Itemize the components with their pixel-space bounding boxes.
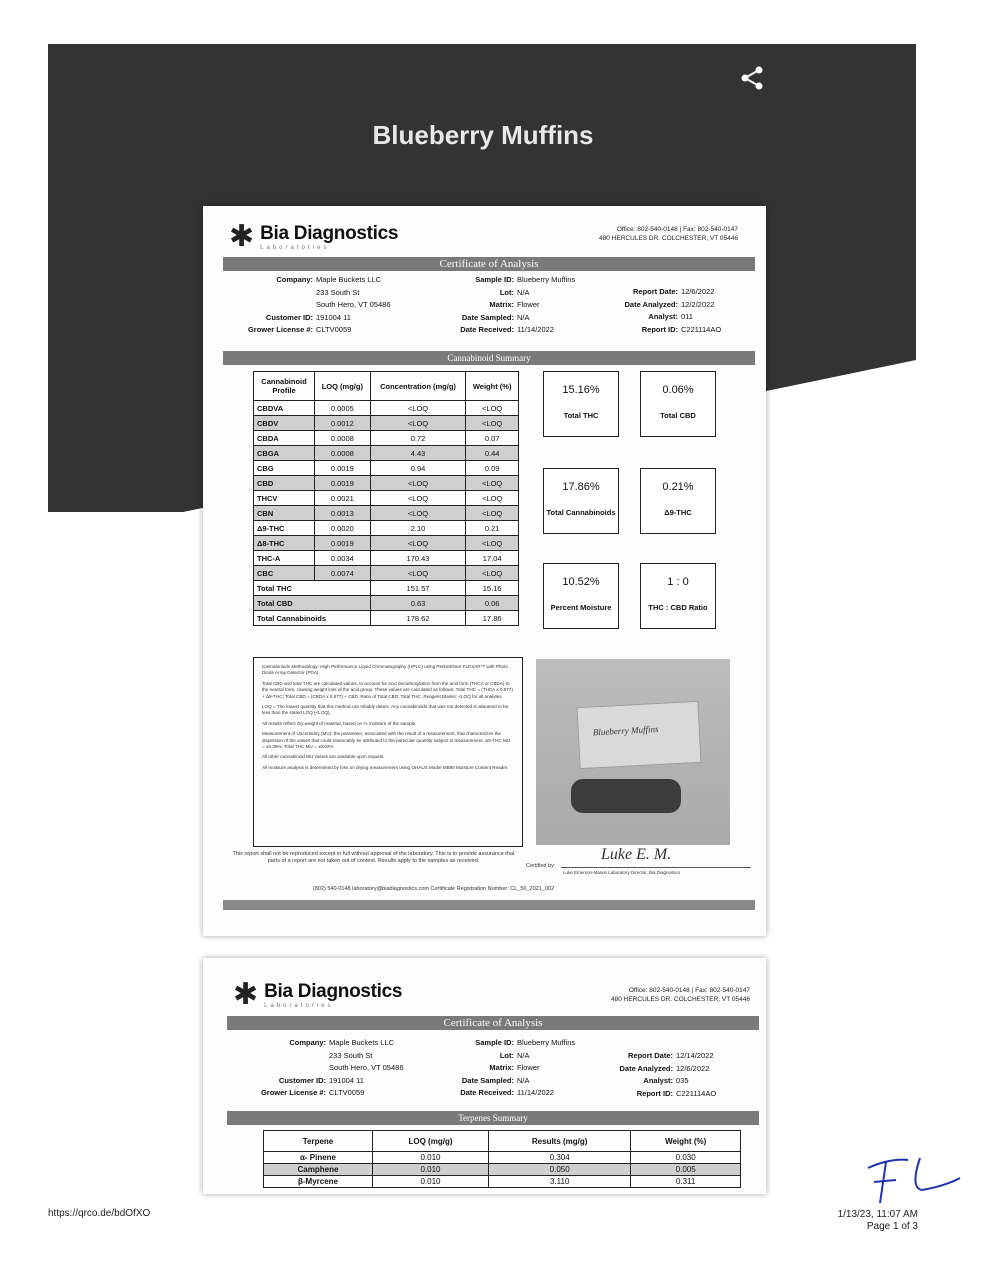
lot-value: N/A <box>517 1050 530 1060</box>
company-block <box>251 1037 421 1100</box>
table-cell: <LOQ <box>370 506 466 521</box>
company-label: Company: <box>276 275 313 284</box>
table-cell: 0.0021 <box>315 491 371 506</box>
company-label: Company: <box>289 1038 326 1047</box>
footer-bar <box>223 900 755 910</box>
table-cell: <LOQ <box>370 566 466 581</box>
table-row <box>254 431 519 446</box>
terpene-table <box>263 1130 741 1188</box>
col-header: Concentration (mg/g) <box>370 372 466 401</box>
print-stamp <box>838 1209 918 1233</box>
table-cell: 0.030 <box>631 1152 741 1164</box>
report-id-value: C221114AO <box>676 1088 717 1098</box>
sample-block <box>439 1037 599 1100</box>
table-row <box>254 476 519 491</box>
company-value: Maple Buckets LLC <box>316 275 382 284</box>
table-row <box>254 566 519 581</box>
matrix-label: Matrix: <box>489 300 514 309</box>
customer-value: 191004 11 <box>316 312 351 322</box>
table-cell: 0.304 <box>489 1152 631 1164</box>
table-row <box>254 416 519 431</box>
report-date-label: Report Date: <box>632 287 678 296</box>
table-cell: THC-A <box>254 551 315 566</box>
grower-label: Grower License #: <box>247 325 313 334</box>
method-note: All moisture analysis is determined by loss on drying measurement using OHAUS Model MB90 Moisture Content Reader. <box>262 764 509 770</box>
lab-name: Bia Diagnostics <box>260 223 399 244</box>
sampled-label: Date Sampled: <box>461 1075 514 1085</box>
table-cell: 0.94 <box>370 461 466 476</box>
share-icon[interactable] <box>738 64 766 92</box>
table-cell: <LOQ <box>370 536 466 551</box>
report-date-value: 12/14/2022 <box>676 1051 714 1060</box>
analyzed-value: 12/2/2022 <box>681 299 715 309</box>
table-cell: 3.110 <box>489 1176 631 1188</box>
summary-box <box>640 468 716 534</box>
table-cell: <LOQ <box>370 476 466 491</box>
table-cell: Δ9-THC <box>254 521 315 536</box>
col-header: Terpene <box>264 1131 373 1152</box>
table-cell: 0.0019 <box>315 476 371 491</box>
coa-heading: Certificate of Analysis <box>227 1016 759 1030</box>
sample-label: Sample ID: <box>475 1038 514 1047</box>
table-cell: 0.0012 <box>315 416 371 431</box>
sample-bag <box>576 701 701 769</box>
analyzed-value: 12/6/2022 <box>676 1063 710 1073</box>
office-line: Office: 802-540-0148 | Fax: 802-540-0147 <box>628 987 750 994</box>
matrix-value: Flower <box>517 300 540 309</box>
table-cell: CBD <box>254 476 315 491</box>
report-id-label: Report ID: <box>641 324 678 334</box>
received-value: 11/14/2022 <box>517 325 554 334</box>
total-label: Total Cannabinoids <box>254 611 371 626</box>
table-cell: <LOQ <box>466 506 519 521</box>
table-cell: CBDVA <box>254 401 315 416</box>
table-cell: <LOQ <box>370 416 466 431</box>
report-block <box>598 286 738 336</box>
method-note: LOQ = The lowest quantity that this method can reliably detect. Any cannabinoids that was not detected is assumed to be less than the stated LOQ (<LOQ). <box>262 704 509 716</box>
street-value: 233 South St <box>329 1050 373 1060</box>
address-line: 480 HERCULES DR. COLCHESTER, VT 05446 <box>611 996 750 1004</box>
table-cell: CBGA <box>254 446 315 461</box>
table-cell: 0.21 <box>466 521 519 536</box>
sampled-label: Date Sampled: <box>461 312 514 322</box>
totals-row <box>254 611 519 626</box>
lab-sub: Laboratories <box>260 245 330 251</box>
summary-label: Δ9-THC <box>664 508 692 517</box>
table-cell: THCV <box>254 491 315 506</box>
table-cell: 0.0019 <box>315 536 371 551</box>
summary-heading: Terpenes Summary <box>227 1111 759 1125</box>
table-cell: 17.04 <box>466 551 519 566</box>
report-id-value: C221114AO <box>681 324 722 334</box>
customer-label: Customer ID: <box>278 1075 326 1085</box>
sampled-value: N/A <box>517 1075 530 1085</box>
lab-name: Bia Diagnostics <box>264 981 403 1002</box>
col-header: Weight (%) <box>466 372 519 401</box>
table-cell: <LOQ <box>370 401 466 416</box>
summary-box <box>640 371 716 437</box>
page-number: Page 1 of 3 <box>866 1221 918 1232</box>
analyst-label: Analyst: <box>643 1076 673 1085</box>
handwritten-initials <box>860 1148 970 1208</box>
page-url[interactable]: https://qrco.de/bdOfXO <box>48 1208 151 1219</box>
methodology-notes <box>253 657 523 847</box>
summary-label: Total Cannabinoids <box>546 508 616 517</box>
table-row <box>254 521 519 536</box>
table-cell: <LOQ <box>370 491 466 506</box>
table-cell: 0.0019 <box>315 461 371 476</box>
table-cell: <LOQ <box>466 476 519 491</box>
coa-page-1 <box>203 206 766 936</box>
table-cell: <LOQ <box>466 491 519 506</box>
table-cell: 0.010 <box>372 1164 488 1176</box>
street-value: 233 South St <box>316 287 360 297</box>
received-label: Date Received: <box>460 1088 514 1097</box>
customer-label: Customer ID: <box>265 312 313 322</box>
lab-sub: Laboratories <box>264 1003 334 1009</box>
total-value: 15.16 <box>466 581 519 596</box>
table-cell: 0.44 <box>466 446 519 461</box>
total-value: 151.57 <box>370 581 466 596</box>
table-cell: 0.0008 <box>315 446 371 461</box>
table-cell: <LOQ <box>466 536 519 551</box>
col-header: LOQ (mg/g) <box>372 1131 488 1152</box>
summary-value: 0.06% <box>662 384 694 396</box>
lot-value: N/A <box>517 287 530 297</box>
analyst-value: 035 <box>676 1076 689 1085</box>
total-value: 17.86 <box>466 611 519 626</box>
table-cell: 0.0013 <box>315 506 371 521</box>
summary-value: 1 : 0 <box>667 576 689 588</box>
report-date-value: 12/6/2022 <box>681 287 715 296</box>
col-header: Weight (%) <box>631 1131 741 1152</box>
method-note: All results reflect dry weight of material, based on % moisture of the sample. <box>262 720 417 726</box>
table-cell: <LOQ <box>466 566 519 581</box>
table-cell: 0.005 <box>631 1164 741 1176</box>
total-value: 0.06 <box>466 596 519 611</box>
address-line: 480 HERCULES DR. COLCHESTER, VT 05446 <box>599 235 738 243</box>
analyst-value: 011 <box>681 312 693 321</box>
summary-value: 15.16% <box>562 384 600 396</box>
summary-label: THC : CBD Ratio <box>648 603 708 612</box>
summary-value: 17.86% <box>562 481 600 493</box>
molecule-icon: ✱ <box>229 220 255 253</box>
coa-page-2 <box>203 958 766 1194</box>
lab-logo <box>233 980 402 1010</box>
table-cell: 4.43 <box>370 446 466 461</box>
table-cell: Camphene <box>264 1164 373 1176</box>
table-cell: <LOQ <box>466 416 519 431</box>
method-note: All other cannabinoid MU values are available upon request. <box>262 754 385 760</box>
table-cell: 0.0034 <box>315 551 371 566</box>
city-value: South Hero, VT 05486 <box>316 300 391 309</box>
summary-box <box>543 468 619 534</box>
totals-row <box>254 596 519 611</box>
summary-label: Percent Moisture <box>550 603 612 612</box>
col-header: Cannabinoid Profile <box>254 372 315 401</box>
method-note: Cannabinoids Methodology: High Performance Liquid Chromatography (HPLC) using PerkinElmer FLEXAR™ with Photo Diode Array Detector (PDA) <box>262 664 508 676</box>
grower-value: CLTV0059 <box>329 1088 365 1097</box>
table-cell: Δ8-THC <box>254 536 315 551</box>
col-header: Results (mg/g) <box>489 1131 631 1152</box>
col-header: LOQ (mg/g) <box>315 372 371 401</box>
molecule-icon: ✱ <box>233 978 259 1011</box>
grower-label: Grower License #: <box>260 1088 326 1097</box>
sample-value: Blueberry Muffins <box>517 1038 576 1047</box>
table-cell: CBDV <box>254 416 315 431</box>
table-cell: 0.07 <box>466 431 519 446</box>
received-label: Date Received: <box>460 325 514 334</box>
lot-label: Lot: <box>499 1050 514 1060</box>
table-cell: <LOQ <box>466 401 519 416</box>
bag-label: Blueberry Muffins <box>592 723 659 738</box>
table-cell: CBG <box>254 461 315 476</box>
coa-heading: Certificate of Analysis <box>223 257 755 271</box>
table-cell: 0.0074 <box>315 566 371 581</box>
summary-heading: Cannabinoid Summary <box>223 351 755 365</box>
table-cell: 0.0008 <box>315 431 371 446</box>
lot-label: Lot: <box>499 287 514 297</box>
table-cell: 0.010 <box>372 1176 488 1188</box>
table-row <box>264 1176 741 1188</box>
method-note: Total CBD and total THC are calculated values, to account for acid decarboxylation from the acid form (THCA or CBDA) to the neutral form, causing weight loss of the acid group. These values are calculated as follows: Total THC = (THCA x 0.877) + Δ9-THC; Total CBD = (CBDA x 0.877) + CBD. Ratio of Total CBD: Total THC. Reagent Blanks: <LOQ for all analytes <box>262 680 513 699</box>
analyzed-label: Date Analyzed: <box>619 1063 673 1073</box>
table-cell: 0.0005 <box>315 401 371 416</box>
signature: Luke E. M. <box>601 846 672 863</box>
table-row <box>254 446 519 461</box>
table-cell: 0.010 <box>372 1152 488 1164</box>
page-title: Blueberry Muffins <box>372 120 594 150</box>
total-label: Total THC <box>254 581 371 596</box>
sample-block <box>439 274 599 337</box>
certified-by-label: Certified by: <box>526 863 556 869</box>
summary-value: 0.21% <box>662 481 694 493</box>
table-cell: CBDA <box>254 431 315 446</box>
method-note: Measurement of Uncertainty (MU): the parameter, associated with the result of a measurement, that characterizes the dispersion of the values that could reasonably be attributed to the particular quantity subject to measurement. Δ9-THC MU = ±0.38%; Total THC MU = ±0.02% <box>262 731 511 750</box>
print-timestamp: 1/13/23, 11:07 AM <box>837 1209 918 1220</box>
contact-line: (802) 540-0148 laboratory@biadiagnostics.com Certificate Registration Number: CL_50_2021_002 <box>313 886 554 892</box>
analyst-label: Analyst: <box>648 312 678 321</box>
signature-line <box>561 867 751 868</box>
table-row <box>264 1152 741 1164</box>
summary-box <box>640 563 716 629</box>
table-cell: 2.10 <box>370 521 466 536</box>
report-date-label: Report Date: <box>627 1051 673 1060</box>
summary-value: 10.52% <box>562 576 600 588</box>
sampled-value: N/A <box>517 312 530 322</box>
flower-buds <box>571 779 681 813</box>
sample-value: Blueberry Muffins <box>517 275 576 284</box>
matrix-label: Matrix: <box>489 1063 514 1072</box>
customer-value: 191004 11 <box>329 1075 364 1085</box>
table-cell: 0.0020 <box>315 521 371 536</box>
table-row <box>254 401 519 416</box>
summary-label: Total CBD <box>660 411 696 420</box>
company-value: Maple Buckets LLC <box>329 1038 395 1047</box>
table-cell: 0.72 <box>370 431 466 446</box>
office-line: Office: 802-540-0148 | Fax: 802-540-0147 <box>616 226 738 233</box>
table-row <box>254 461 519 476</box>
table-row <box>254 491 519 506</box>
table-cell: 0.311 <box>631 1176 741 1188</box>
table-cell: CBC <box>254 566 315 581</box>
lab-logo <box>229 222 398 252</box>
analyzed-label: Date Analyzed: <box>624 299 678 309</box>
total-label: Total CBD <box>254 596 371 611</box>
summary-label: Total THC <box>563 411 599 420</box>
disclaimer: This report shall not be reproduced except in full without approval of the laboratory. This is to provide assurance that parts of a report are not taken out of context. Results apply to the samples as received. <box>232 851 515 864</box>
table-cell: β-Myrcene <box>264 1176 373 1188</box>
matrix-value: Flower <box>517 1063 540 1072</box>
table-cell: 0.09 <box>466 461 519 476</box>
cannabinoid-table <box>253 371 519 626</box>
report-block <box>593 1050 743 1100</box>
table-cell: 0.050 <box>489 1164 631 1176</box>
summary-box <box>543 371 619 437</box>
table-cell: α- Pinene <box>264 1152 373 1164</box>
summary-box <box>543 563 619 629</box>
lab-contact <box>611 986 750 1004</box>
grower-value: CLTV0059 <box>316 325 352 334</box>
company-block <box>243 274 408 337</box>
report-id-label: Report ID: <box>636 1088 673 1098</box>
received-value: 11/14/2022 <box>517 1088 554 1097</box>
table-row <box>254 536 519 551</box>
total-value: 0.63 <box>370 596 466 611</box>
city-value: South Hero, VT 05486 <box>329 1063 404 1072</box>
lab-contact <box>599 225 738 243</box>
sample-photo <box>536 659 730 845</box>
table-row <box>264 1164 741 1176</box>
totals-row <box>254 581 519 596</box>
sample-label: Sample ID: <box>475 275 514 284</box>
table-row <box>254 506 519 521</box>
signer-name: Luke Emerson-Mason Laboratory Director, Bia Diagnostics <box>563 870 681 875</box>
table-cell: CBN <box>254 506 315 521</box>
table-cell: 170.43 <box>370 551 466 566</box>
table-row <box>254 551 519 566</box>
total-value: 178.62 <box>370 611 466 626</box>
